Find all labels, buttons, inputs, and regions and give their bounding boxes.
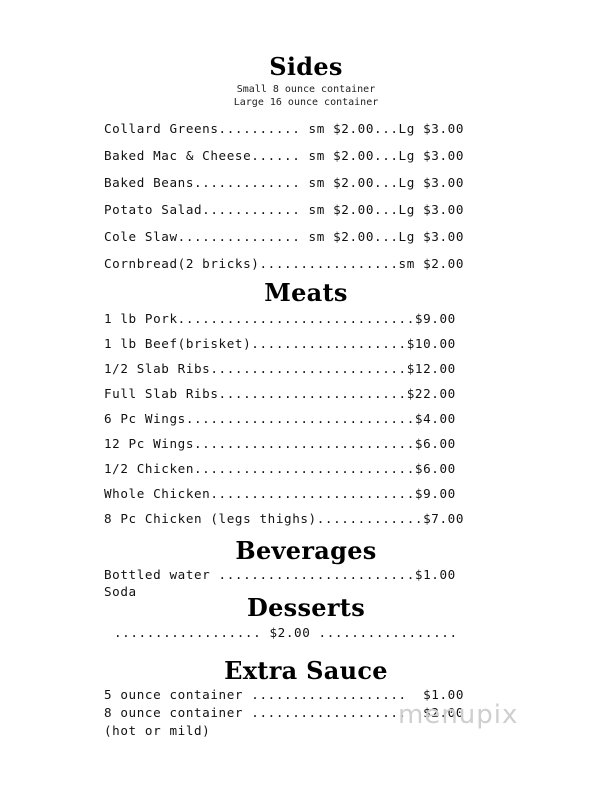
desserts-heading: Desserts [246, 593, 366, 622]
menu-item-collard-greens: Collard Greens.......... sm $2.00...Lg $3.00 [104, 121, 465, 136]
menu-item-pork: 1 lb Pork.............................$9.00 [104, 311, 456, 326]
menu-item-half-slab-ribs: 1/2 Slab Ribs........................$12.00 [104, 361, 456, 376]
sauce-flavor-note: (hot or mild) [104, 723, 211, 738]
menu-item-5oz-sauce: 5 ounce container ................... $1.00 [104, 687, 465, 702]
menu-item-beef: 1 lb Beef(brisket)...................$10.00 [104, 336, 456, 351]
desserts-price-line: .................. $2.00 ................. [114, 625, 458, 640]
menu-item-soda: Soda [104, 584, 137, 599]
sides-size-note-large: Large 16 ounce container [233, 97, 379, 108]
menu-item-mac-cheese: Baked Mac & Cheese...... sm $2.00...Lg $3.00 [104, 148, 465, 163]
sides-size-note-small: Small 8 ounce container [236, 84, 376, 95]
menu-item-full-slab-ribs: Full Slab Ribs.......................$22.00 [104, 386, 456, 401]
menu-item-potato-salad: Potato Salad............ sm $2.00...Lg $3.00 [104, 202, 465, 217]
meats-heading: Meats [264, 278, 348, 307]
extra-sauce-heading: Extra Sauce [224, 656, 388, 685]
menu-item-whole-chicken: Whole Chicken.........................$9.00 [104, 486, 456, 501]
menu-item-baked-beans: Baked Beans............. sm $2.00...Lg $3.00 [104, 175, 465, 190]
menu-item-bottled-water: Bottled water ........................$1.00 [104, 567, 456, 582]
menu-item-half-chicken: 1/2 Chicken...........................$6.00 [104, 461, 456, 476]
menu-item-8oz-sauce: 8 ounce container ................... $2.00 [104, 705, 465, 720]
beverages-heading: Beverages [235, 536, 377, 565]
menu-item-cole-slaw: Cole Slaw............... sm $2.00...Lg $3.00 [104, 229, 465, 244]
sides-heading: Sides [269, 52, 343, 81]
menupix-watermark: menupix [398, 700, 519, 730]
menu-item-cornbread: Cornbread(2 bricks).................sm $2.00 [104, 256, 465, 271]
menu-item-12pc-wings: 12 Pc Wings...........................$6.00 [104, 436, 456, 451]
menu-item-8pc-chicken: 8 Pc Chicken (legs thighs).............$7.00 [104, 511, 465, 526]
menu-item-6pc-wings: 6 Pc Wings............................$4.00 [104, 411, 456, 426]
